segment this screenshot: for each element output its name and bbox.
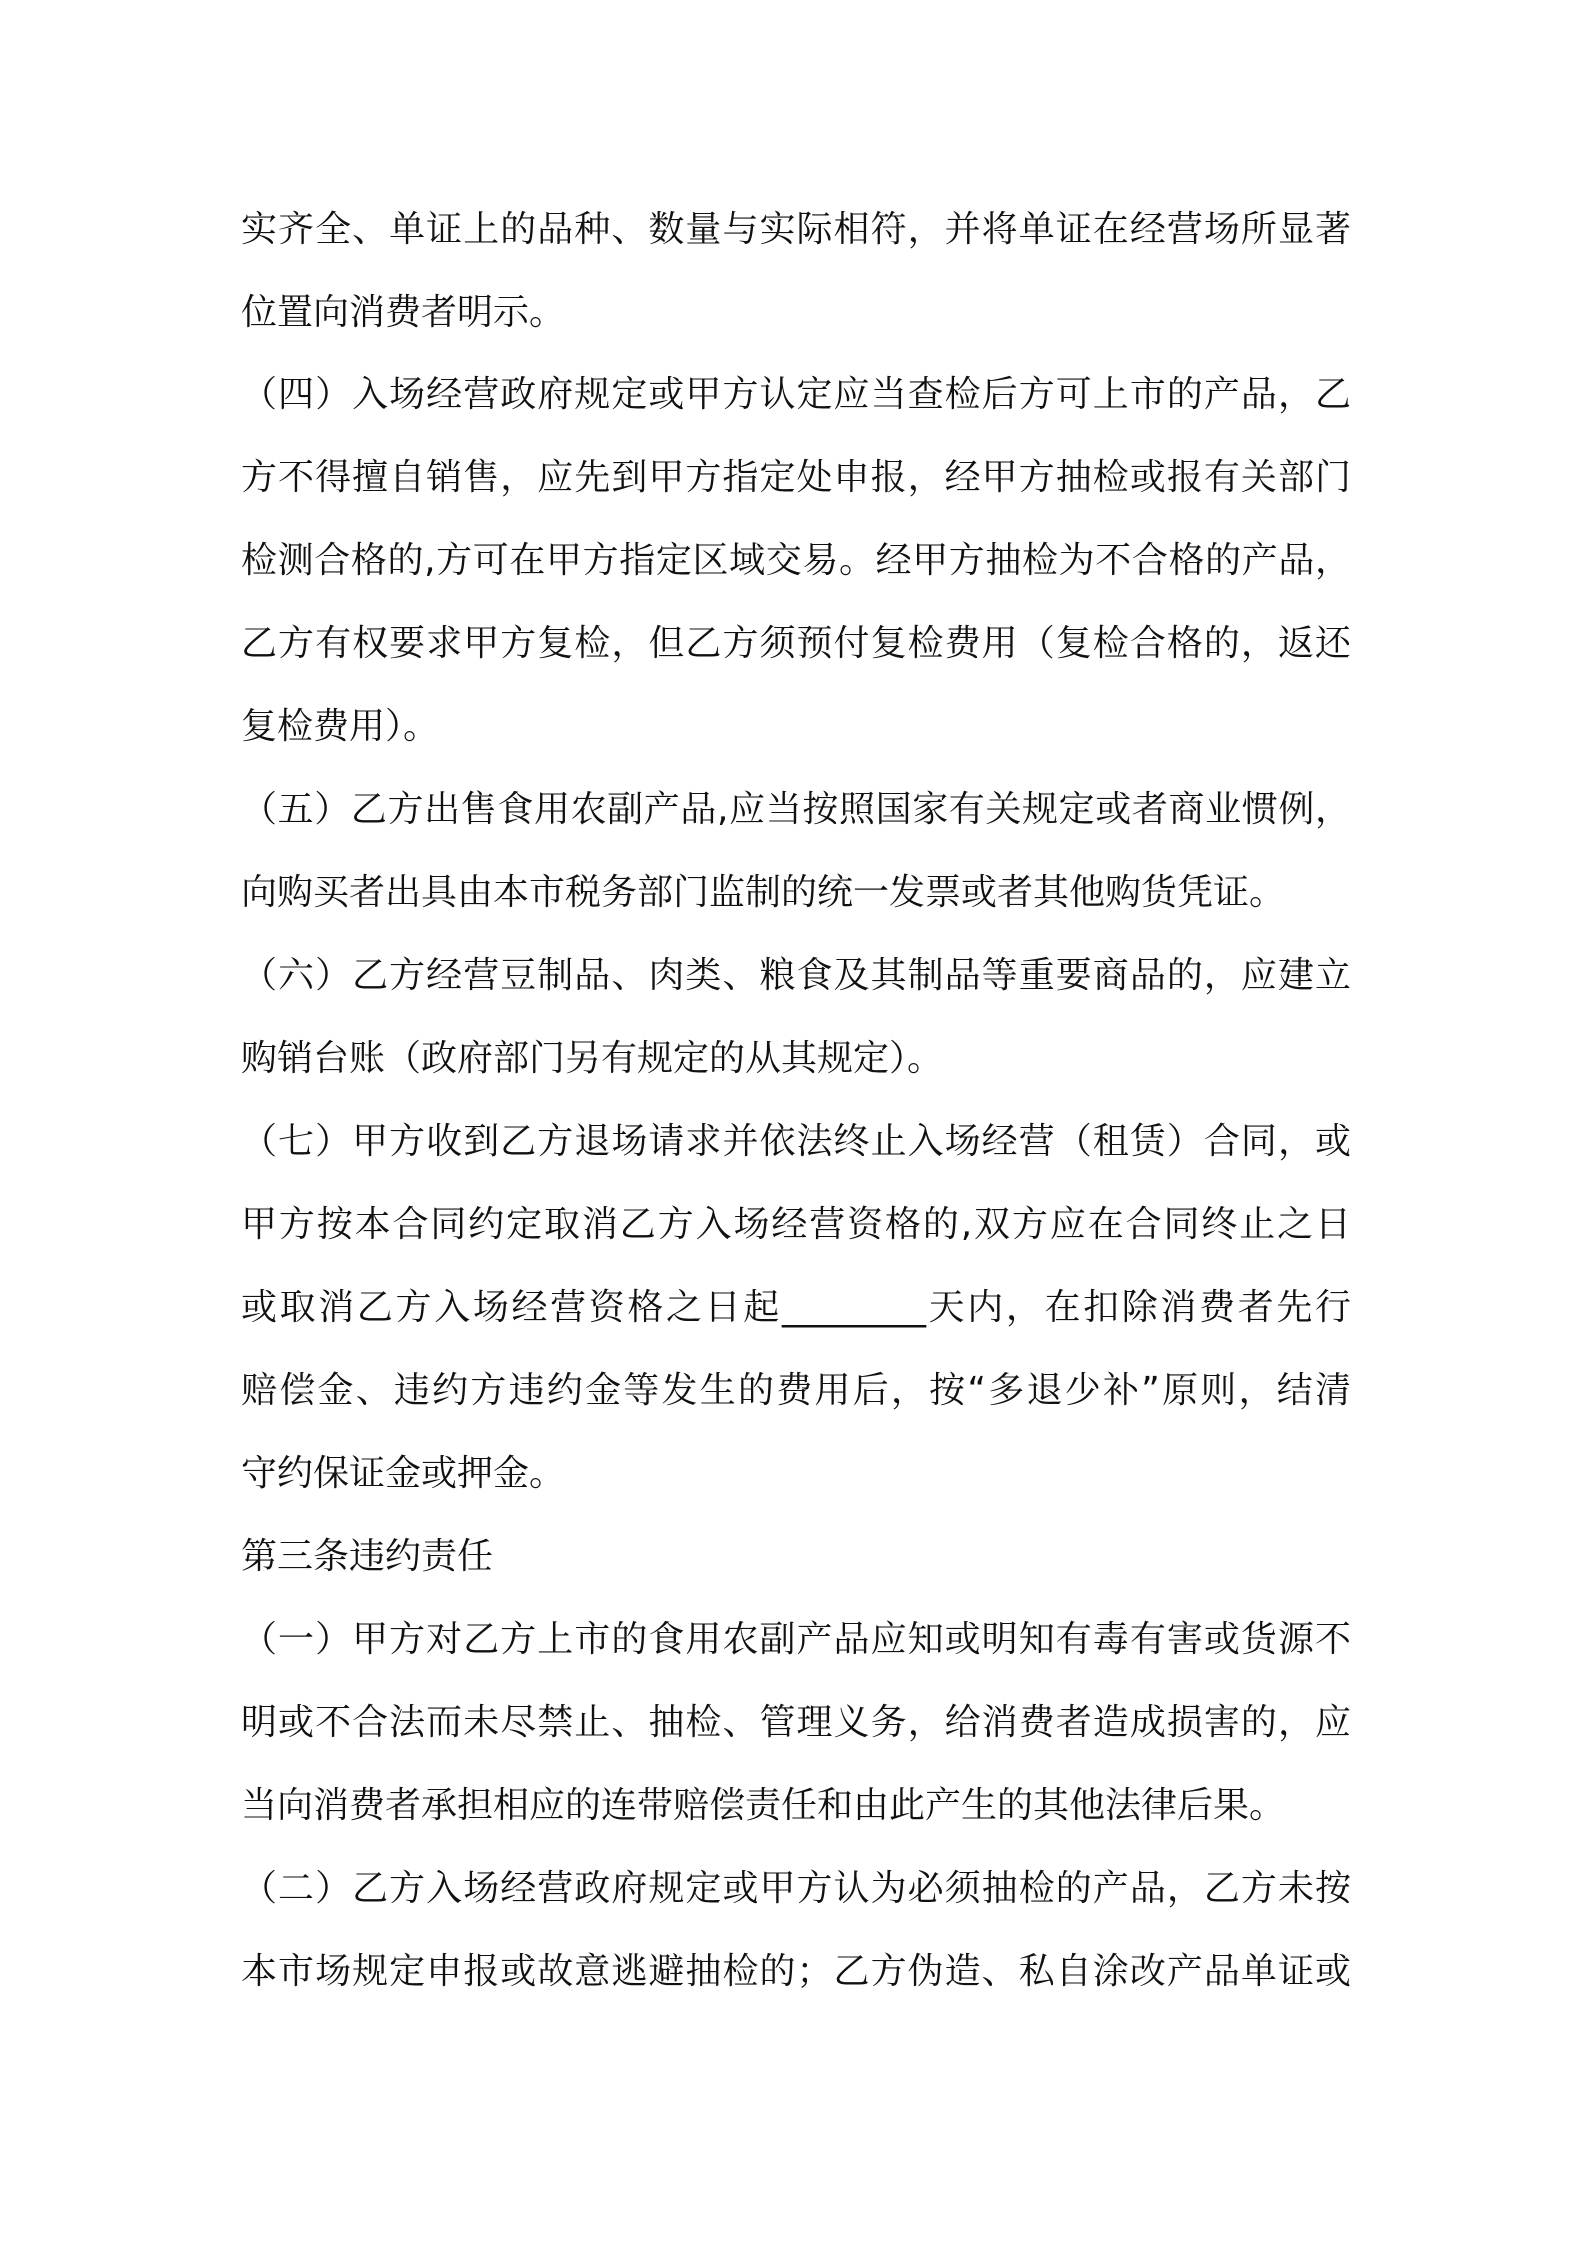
paragraph-4-line: （四）入场经营政府规定或甲方认定应当查检后方可上市的产品，乙 xyxy=(241,374,1351,415)
text-line: 实齐全、单证上的品种、数量与实际相符，并将单证在经营场所显著 xyxy=(241,209,1351,250)
text-line: 守约保证金或押金。 xyxy=(241,1453,566,1494)
section-heading: 第三条违约责任 xyxy=(241,1536,494,1577)
text-line: 赔偿金、违约方违约金等发生的费用后，按“多退少补”原则，结清 xyxy=(241,1370,1351,1411)
text-line: 当向消费者承担相应的连带赔偿责任和由此产生的其他法律后果。 xyxy=(241,1785,1286,1826)
paragraph-5-line: （五）乙方出售食用农副产品,应当按照国家有关规定或者商业惯例， xyxy=(241,789,1351,830)
paragraph-7-line: （七）甲方收到乙方退场请求并依法终止入场经营（租赁）合同，或 xyxy=(241,1121,1351,1162)
text-line: 位置向消费者明示。 xyxy=(241,292,566,333)
clause-1-line: （一）甲方对乙方上市的食用农副产品应知或明知有毒有害或货源不 xyxy=(241,1619,1351,1660)
paragraph-6-line: （六）乙方经营豆制品、肉类、粮食及其制品等重要商品的，应建立 xyxy=(241,955,1351,996)
text-line: 购销台账（政府部门另有规定的从其规定）。 xyxy=(241,1038,944,1079)
text-line: 向购买者出具由本市税务部门监制的统一发票或者其他购货凭证。 xyxy=(241,872,1286,913)
text-line: 乙方有权要求甲方复检，但乙方须预付复检费用（复检合格的，返还 xyxy=(241,623,1351,664)
text-line: 甲方按本合同约定取消乙方入场经营资格的,双方应在合同终止之日 xyxy=(241,1204,1351,1245)
text-line: 检测合格的,方可在甲方指定区域交易。经甲方抽检为不合格的产品， xyxy=(241,540,1351,581)
text-line: 复检费用）。 xyxy=(241,706,440,747)
clause-2-line: （二）乙方入场经营政府规定或甲方认为必须抽检的产品，乙方未按 xyxy=(241,1868,1351,1909)
text-line: 明或不合法而未尽禁止、抽检、管理义务，给消费者造成损害的，应 xyxy=(241,1702,1351,1743)
text-line: 方不得擅自销售，应先到甲方指定处申报，经甲方抽检或报有关部门 xyxy=(241,457,1351,498)
text-line: 或取消乙方入场经营资格之日起________天内，在扣除消费者先行 xyxy=(241,1287,1351,1328)
text-line: 本市场规定申报或故意逃避抽检的；乙方伪造、私自涂改产品单证或 xyxy=(241,1951,1351,1992)
